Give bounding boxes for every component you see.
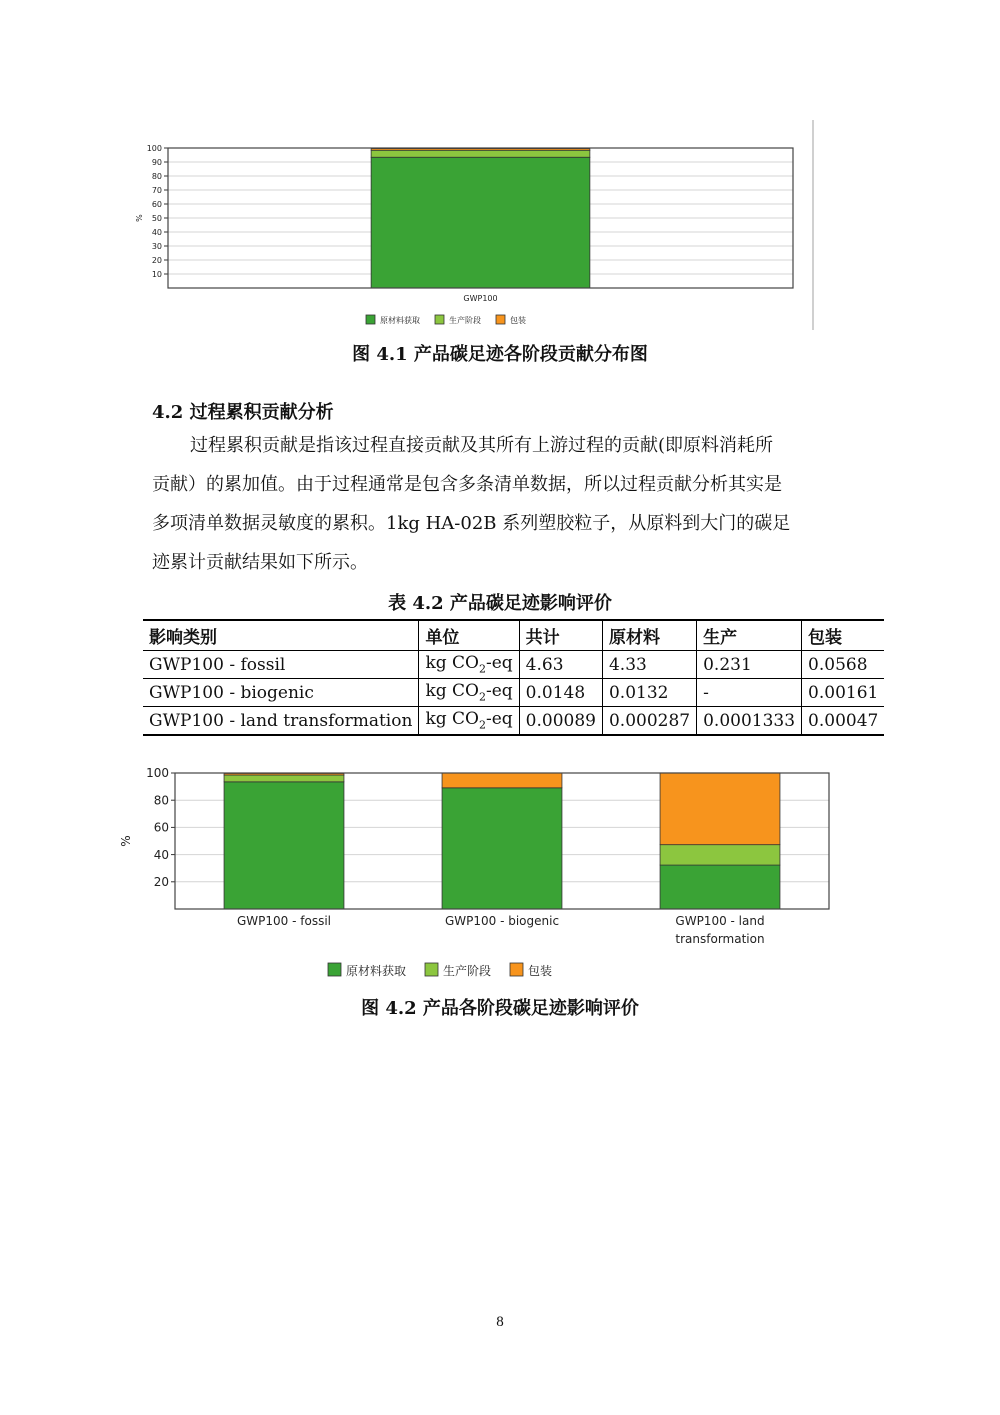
y-tick-label: 80 bbox=[153, 793, 169, 808]
bar-segment bbox=[224, 775, 344, 782]
cell-production: 0.231 bbox=[697, 651, 802, 679]
y-axis-label: % bbox=[135, 214, 144, 222]
cell-total: 0.00089 bbox=[519, 707, 602, 736]
bar-segment bbox=[660, 845, 780, 865]
table-4-2-caption: 表 4.2 产品碳足迹影响评价 bbox=[388, 593, 612, 614]
cell-raw: 0.000287 bbox=[602, 707, 696, 736]
table-row bbox=[143, 651, 884, 679]
bar-segment bbox=[660, 865, 780, 909]
legend-swatch bbox=[366, 315, 375, 324]
y-tick-label: 20 bbox=[153, 875, 169, 889]
legend-swatch bbox=[328, 963, 341, 976]
header-category: 影响类别 bbox=[149, 628, 217, 648]
legend-label: 生产阶段 bbox=[443, 964, 492, 978]
legend-label: 包装 bbox=[510, 316, 526, 325]
bar-segment bbox=[442, 773, 562, 788]
header-raw: 原材料 bbox=[602, 620, 696, 651]
bar-segment bbox=[371, 157, 590, 288]
legend-label: 原材料获取 bbox=[380, 316, 420, 325]
cell-production: 0.0001333 bbox=[697, 707, 802, 736]
x-tick-label: GWP100 - land transformation bbox=[675, 914, 765, 946]
legend-swatch bbox=[510, 963, 523, 976]
y-tick-label: 20 bbox=[151, 255, 162, 265]
y-tick-label: 30 bbox=[151, 241, 162, 251]
cell-raw: 0.0132 bbox=[602, 679, 696, 707]
x-tick-label: GWP100 - fossil bbox=[236, 914, 332, 928]
impact-chart bbox=[110, 762, 840, 984]
legend-label: 生产阶段 bbox=[449, 316, 481, 325]
x-tick-label: GWP100 - biogenic bbox=[444, 914, 560, 928]
paragraph-line: 过程累积贡献是指该过程直接贡献及其所有上游过程的贡献(即原料消耗所 bbox=[190, 435, 774, 456]
page-number: 8 bbox=[496, 1314, 504, 1330]
table-row bbox=[143, 679, 884, 707]
y-tick-label: 60 bbox=[153, 820, 169, 835]
cell-packaging: 0.0568 bbox=[802, 651, 885, 679]
y-tick-label: 40 bbox=[153, 847, 169, 862]
section-paragraph bbox=[152, 426, 852, 582]
impact-table bbox=[143, 619, 884, 736]
margin-rule bbox=[812, 120, 814, 330]
y-tick-label: 60 bbox=[151, 199, 162, 209]
cell-category: GWP100 - fossil bbox=[149, 654, 286, 675]
cell-category: GWP100 - land transformation bbox=[149, 710, 413, 731]
y-tick-label: 40 bbox=[151, 227, 162, 237]
cell-unit: kg $CO_2-eq$ bbox=[419, 679, 519, 707]
cell-unit: kg $CO_2-eq$ bbox=[419, 651, 519, 679]
paragraph-line: 贡献）的累加值。由于过程通常是包含多条清单数据，所以过程贡献分析其实是 bbox=[152, 474, 782, 495]
figure-4-1-caption: 图 4.1 产品碳足迹各阶段贡献分布图 bbox=[352, 344, 648, 365]
y-tick-label: 100 bbox=[146, 143, 162, 153]
contribution-chart bbox=[120, 138, 810, 333]
bar-segment bbox=[660, 773, 780, 845]
bar-segment bbox=[224, 782, 344, 909]
table-header-row bbox=[143, 620, 884, 651]
section-heading: 4.2 过程累积贡献分析 bbox=[152, 402, 334, 423]
table-row bbox=[143, 707, 884, 736]
bar-segment bbox=[371, 150, 590, 157]
cell-total: 0.0148 bbox=[519, 679, 602, 707]
header-production: 生产 bbox=[697, 620, 802, 651]
y-axis-label: % bbox=[119, 835, 133, 847]
y-tick-label: 10 bbox=[151, 269, 162, 279]
legend-swatch bbox=[496, 315, 505, 324]
bar-segment bbox=[442, 788, 562, 909]
cell-raw: 4.33 bbox=[602, 651, 696, 679]
bar-segment bbox=[371, 149, 590, 151]
paragraph-line: 多项清单数据灵敏度的累积。1kg HA-02B 系列塑胶粒子，从原料到大门的碳足 bbox=[152, 513, 791, 534]
legend-label: 原材料获取 bbox=[346, 964, 407, 978]
cell-packaging: 0.00161 bbox=[802, 679, 885, 707]
cell-packaging: 0.00047 bbox=[802, 707, 885, 736]
cell-unit: kg $CO_2-eq$ bbox=[419, 707, 519, 736]
legend-swatch bbox=[435, 315, 444, 324]
cell-total: 4.63 bbox=[519, 651, 602, 679]
cell-category: GWP100 - biogenic bbox=[149, 682, 314, 703]
y-tick-label: 70 bbox=[151, 185, 162, 195]
header-unit: 单位 bbox=[419, 620, 519, 651]
legend-label: 包装 bbox=[528, 964, 553, 978]
y-tick-label: 80 bbox=[151, 171, 162, 181]
figure-4-2-caption: 图 4.2 产品各阶段碳足迹影响评价 bbox=[361, 998, 639, 1019]
y-tick-label: 100 bbox=[146, 766, 169, 781]
cell-production: - bbox=[697, 679, 802, 707]
bar-segment bbox=[224, 773, 344, 775]
y-tick-label: 50 bbox=[151, 213, 162, 223]
legend-swatch bbox=[425, 963, 438, 976]
header-packaging: 包装 bbox=[802, 620, 885, 651]
x-tick-label: GWP100 bbox=[463, 294, 498, 303]
header-total: 共计 bbox=[519, 620, 602, 651]
paragraph-line: 迹累计贡献结果如下所示。 bbox=[152, 552, 368, 573]
y-tick-label: 90 bbox=[151, 157, 162, 167]
